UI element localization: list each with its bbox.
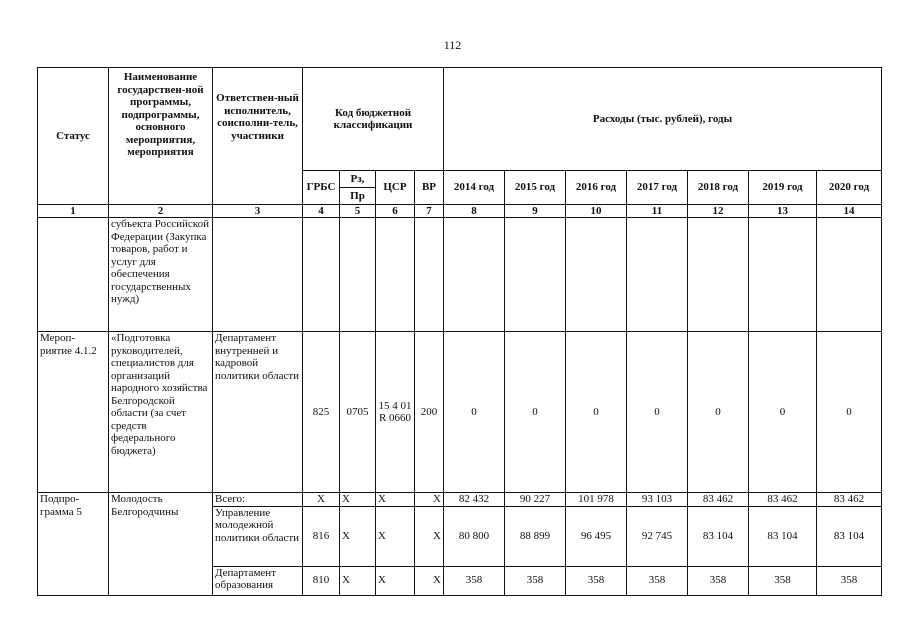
header-year: 2014 год [444,171,505,205]
cell-value: 358 [505,566,566,595]
cell-grbs: 825 [303,332,340,493]
cell-value: 358 [817,566,882,595]
table-row [38,332,882,493]
cell-value [444,218,505,332]
column-number: 9 [505,205,566,218]
cell-value: 83 462 [688,493,749,507]
cell-name: Молодость Белгородчины [109,493,213,596]
cell-value: 358 [688,566,749,595]
cell-value: 0 [444,332,505,493]
cell-name: субъекта Российской Федерации (Закупка товаров, работ и услуг для обеспечения государственных нужд) [109,218,213,332]
column-number: 6 [376,205,415,218]
cell-value: 83 104 [817,506,882,566]
header-csr: ЦСР [376,171,415,205]
cell-value: 0 [817,332,882,493]
page-number: 112 [443,38,462,52]
cell-value: 93 103 [627,493,688,507]
cell-value: 0 [688,332,749,493]
header-year: 2019 год [749,171,817,205]
column-number: 1 [38,205,109,218]
header-name: Наименование государствен-ной программы, подпрограммы, основного мероприятия, мероприятия [109,68,213,205]
cell-value: 0 [749,332,817,493]
cell-value: 92 745 [627,506,688,566]
cell-value: 90 227 [505,493,566,507]
cell-value: 96 495 [566,506,627,566]
column-number: 10 [566,205,627,218]
cell-grbs [303,218,340,332]
cell-rzpr: Х [340,506,376,566]
header-status: Статус [38,68,109,205]
cell-value: 80 800 [444,506,505,566]
cell-value [817,218,882,332]
cell-executor: Всего: [213,493,303,507]
header-year: 2020 год [817,171,882,205]
header-grbs: ГРБС [303,171,340,205]
column-number: 13 [749,205,817,218]
header-rz-pr [340,171,376,205]
cell-value: 358 [566,566,627,595]
header-rz: Рз, [340,171,375,188]
cell-vr: Х [415,566,444,595]
header-vr: ВР [415,171,444,205]
header-year: 2017 год [627,171,688,205]
column-number: 7 [415,205,444,218]
header-year: 2018 год [688,171,749,205]
cell-grbs: 816 [303,506,340,566]
cell-value: 83 104 [749,506,817,566]
header-year: 2015 год [505,171,566,205]
budget-table [37,67,882,596]
column-number: 2 [109,205,213,218]
header-year: 2016 год [566,171,627,205]
cell-value: 101 978 [566,493,627,507]
cell-value: 88 899 [505,506,566,566]
column-number: 8 [444,205,505,218]
column-number: 3 [213,205,303,218]
cell-vr: Х [415,493,444,507]
cell-value [566,218,627,332]
header-expenses: Расходы (тыс. рублей), годы [444,68,882,171]
header-executor: Ответствен-ный исполнитель, соисполни-тель, участники [213,68,303,205]
column-number: 14 [817,205,882,218]
column-number: 5 [340,205,376,218]
cell-csr: Х [376,493,415,507]
cell-value: 0 [566,332,627,493]
header-pr: Пр [350,190,365,202]
table-row [38,218,882,332]
cell-rzpr: 0705 [340,332,376,493]
cell-name: «Подготовка руководителей, специалистов для организаций народного хозяйства Белгородской области (за счет средств федерального бюджета) [109,332,213,493]
cell-value: 0 [505,332,566,493]
cell-rzpr: Х [340,493,376,507]
cell-grbs: 810 [303,566,340,595]
cell-value [627,218,688,332]
column-number: 12 [688,205,749,218]
cell-value: 358 [749,566,817,595]
cell-value [749,218,817,332]
cell-csr: Х [376,566,415,595]
cell-value [505,218,566,332]
cell-value: 83 462 [817,493,882,507]
cell-status: Мероп-риятие 4.1.2 [38,332,109,493]
header-budget-code: Код бюджетной классификации [303,68,444,171]
cell-vr: 200 [415,332,444,493]
cell-csr [376,218,415,332]
cell-executor: Департамент образования [213,566,303,595]
cell-value: 83 104 [688,506,749,566]
cell-executor [213,218,303,332]
cell-executor: Управление молодежной политики области [213,506,303,566]
cell-status [38,218,109,332]
cell-csr: 15 4 01 R 0660 [376,332,415,493]
cell-value [688,218,749,332]
table-row [38,493,882,507]
cell-value: 82 432 [444,493,505,507]
cell-vr [415,218,444,332]
column-number: 11 [627,205,688,218]
cell-value: 0 [627,332,688,493]
cell-grbs: Х [303,493,340,507]
cell-rzpr: Х [340,566,376,595]
cell-status: Подпро-грамма 5 [38,493,109,596]
cell-csr: Х [376,506,415,566]
cell-value: 358 [444,566,505,595]
cell-vr: Х [415,506,444,566]
column-number: 4 [303,205,340,218]
cell-executor: Департамент внутренней и кадровой политики области [213,332,303,493]
cell-rzpr [340,218,376,332]
cell-value: 358 [627,566,688,595]
cell-value: 83 462 [749,493,817,507]
